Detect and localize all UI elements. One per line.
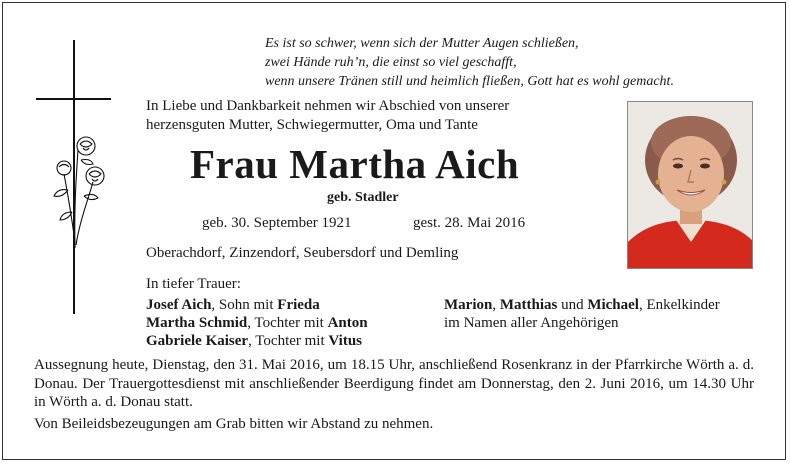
- relatives-line: im Namen aller Angehörigen: [444, 315, 619, 331]
- family-member: [146, 332, 368, 350]
- member-partner: Vitus: [328, 333, 363, 349]
- member-name: Martha Schmid: [146, 315, 248, 331]
- condolences-note: Von Beileidsbezeugungen am Grab bitten wir Abstand zu nehmen.: [34, 416, 434, 432]
- family-right: [444, 296, 720, 332]
- service-info: Aussegnung heute, Dienstag, den 31. Mai 2016, um 18.15 Uhr, anschließend Rosenkranz in der Pfarrkirche Wörth a. d. Donau. Der Trauergottesdienst mit anschließender Beerdigung findet am Donnerstag, den 2. Juni 2016, um 14.30 Uhr in Wörth a. d. Donau statt.: [34, 357, 754, 410]
- birth-date: geb. 30. September 1921: [202, 215, 352, 231]
- family-left: [146, 296, 368, 350]
- member-relation: , Tochter mit: [247, 315, 328, 331]
- mourning-label: In tiefer Trauer:: [146, 276, 241, 292]
- intro-line: In Liebe und Dankbarkeit nehmen wir Abschied von unserer: [146, 98, 510, 114]
- death-date: gest. 28. Mai 2016: [413, 215, 526, 231]
- member-partner: Frieda: [277, 297, 320, 313]
- family-member: [146, 296, 368, 314]
- separator: ,: [492, 297, 500, 313]
- grandchildren: [444, 296, 720, 314]
- family-member: [146, 314, 368, 332]
- poem-line: wenn unsere Tränen still und heimlich fließen, Gott hat es wohl gemacht.: [265, 74, 674, 89]
- member-partner: Anton: [327, 315, 368, 331]
- poem-line: Es ist so schwer, wenn sich der Mutter Augen schließen,: [265, 36, 579, 51]
- grandchild-name: Marion: [444, 297, 493, 313]
- cross-bar: [36, 98, 111, 100]
- poem-line: zwei Hände ruh’n, die einst so viel geschafft,: [265, 55, 517, 70]
- portrait-icon: [628, 102, 753, 269]
- member-relation: , Tochter mit: [248, 333, 329, 349]
- member-relation: , Sohn mit: [211, 297, 278, 313]
- grandchild-name: Matthias: [499, 297, 558, 313]
- deceased-name: Frau Martha Aich: [190, 141, 520, 187]
- intro-line: herzensguten Mutter, Schwiegermutter, Oma und Tante: [146, 117, 478, 133]
- grandchild-name: Michael: [587, 297, 639, 313]
- maiden-name: geb. Stadler: [327, 190, 399, 205]
- member-name: Josef Aich: [146, 297, 212, 313]
- member-name: Gabriele Kaiser: [146, 333, 249, 349]
- grandchildren-relation: , Enkelkinder: [638, 297, 720, 313]
- poem: [265, 34, 674, 91]
- separator: und: [557, 297, 588, 313]
- intro-text: [146, 97, 509, 135]
- places: Oberachdorf, Zinzendorf, Seubersdorf und Demling: [146, 245, 459, 261]
- portrait-photo: [627, 101, 753, 269]
